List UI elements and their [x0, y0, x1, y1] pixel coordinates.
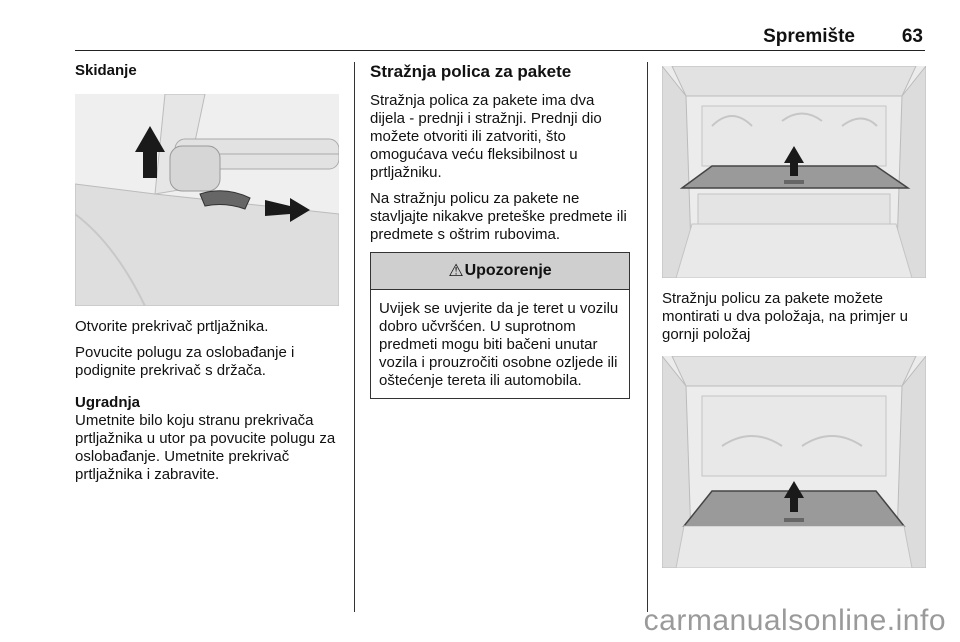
column-divider — [647, 62, 648, 612]
warning-triangle-icon: ⚠ — [448, 261, 464, 280]
page-title: Spremište — [763, 26, 855, 47]
watermark: carmanualsonline.info — [643, 604, 946, 637]
rear-shelf-upper-position-illustration — [662, 356, 926, 568]
paragraph: Otvorite prekrivač prtljažnika. — [75, 318, 269, 335]
paragraph: Umetnite bilo koju stranu prekrivača prtljažnika u utor pa povucite polugu za oslobađanje. Umetnite prekrivač prtljažnika i zabravite. — [75, 412, 336, 483]
warning-title: Upozorenje — [464, 262, 552, 279]
section-heading: Stražnja polica za pakete — [370, 62, 572, 81]
heading-removal: Skidanje — [75, 62, 137, 79]
warning-body: Uvijek se uvjerite da je teret u vozilu dobro učvršćen. U suprotnom predmeti mogu biti bačeni unutar vozila i prouzročiti osobne ozljede ili oštećenje tereta ili automobila. — [379, 300, 619, 389]
paragraph: Stražnju policu za pakete možete montirati u dva položaja, na primjer u gornji položaj — [662, 290, 908, 343]
column-left — [75, 62, 340, 492]
warning-box — [370, 252, 630, 399]
page-number: 63 — [901, 26, 923, 47]
paragraph: Na stražnju policu za pakete ne stavljajte nikakve preteške predmete ili predmete s oštrim rubovima. — [370, 190, 627, 243]
column-right — [662, 62, 926, 568]
column-middle — [370, 62, 632, 399]
page-header — [75, 22, 925, 51]
heading-install: Ugradnja — [75, 394, 141, 411]
column-divider — [354, 62, 355, 612]
paragraph: Stražnja polica za pakete ima dva dijela - prednji i stražnji. Prednji dio možete otvoriti ili zatvoriti, što omogućava veću fleksibilnost u prtljažniku. — [370, 92, 602, 181]
paragraph: Povucite polugu za oslobađanje i podignite prekrivač s držača. — [75, 344, 295, 379]
cargo-cover-removal-illustration — [75, 94, 339, 306]
rear-shelf-front-part-illustration — [662, 66, 926, 278]
warning-header — [371, 253, 629, 290]
